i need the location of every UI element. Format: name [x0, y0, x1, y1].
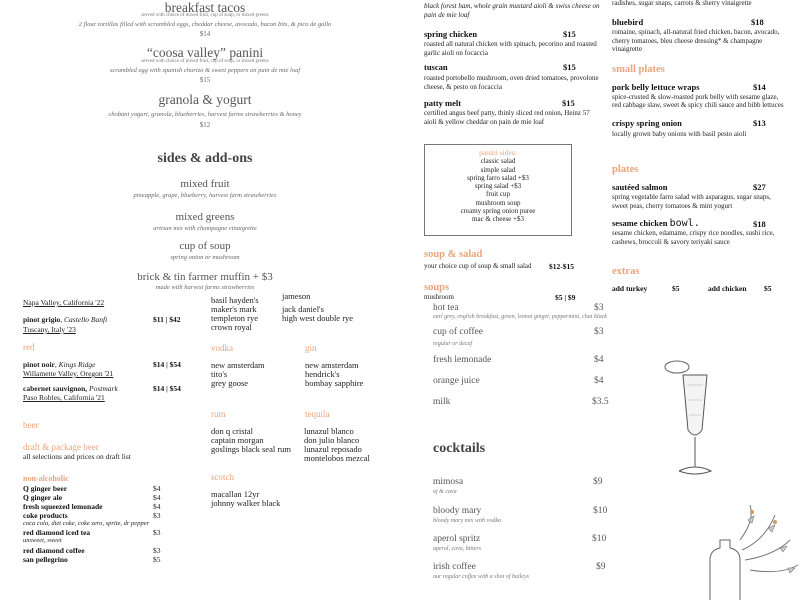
item-name: breakfast tacos: [164, 0, 246, 15]
spirit-item: new amsterdam: [211, 360, 265, 370]
item-price: $14: [753, 82, 766, 92]
item-desc: spice-crusted & slow-roasted pork belly with sesame glaze,: [612, 93, 779, 101]
cocktail-name: mimosa: [433, 477, 464, 487]
item-price: $18: [751, 17, 764, 27]
drink-name: orange juice: [433, 376, 480, 386]
drink-desc: regular or decaf: [433, 341, 473, 347]
item-price: $5: [764, 284, 772, 293]
drink-price: $4: [153, 502, 161, 511]
item-price: $12: [199, 121, 211, 129]
item-desc: vinaigrette: [612, 45, 642, 53]
drink-price: $4: [153, 493, 161, 502]
wine-maker: Postmark: [89, 384, 118, 393]
side-name: mixed fruit: [180, 178, 230, 190]
cocktail-desc: aperol, cava, bitters: [433, 546, 482, 552]
item-desc: scrambled egg with spanish chorizo & sweet peppers on pain de mie loaf: [109, 67, 301, 74]
spirit-item: maker's mark: [211, 304, 257, 314]
section-title: plates: [612, 164, 639, 175]
section-title: non-alcoholic: [23, 474, 69, 483]
item-name: tuscan: [424, 62, 448, 72]
item-desc: roasted all natural chicken with spinach, pecorino and roasted: [424, 40, 597, 48]
item-desc: garlic aioli on focaccia: [424, 49, 488, 57]
drink-name: cup of coffee: [433, 327, 483, 337]
section-title: soup & salad: [424, 249, 483, 260]
cocktail-desc: our regular coffee with a shot of baileys: [433, 574, 529, 580]
drink-price: $3: [594, 327, 604, 337]
cocktail-price: $9: [593, 477, 603, 487]
item-price: $15: [199, 76, 211, 84]
drink-name: red diamond iced tea: [23, 528, 91, 537]
section-title: extras: [612, 266, 640, 277]
item-name: mushroom: [424, 293, 454, 301]
spirit-label: jameson: [282, 291, 311, 301]
drink-desc: earl grey, english breakfast, green, lemon ginger, peppermint, chai black: [433, 314, 607, 320]
side-desc: spring onion or mushroom: [170, 254, 240, 261]
spirit-item: basil hayden's: [211, 295, 259, 305]
item-note: served with choice of mixed fruit, cup of soup, or mixed greens: [141, 59, 269, 64]
wine-varietal: pinot noir: [23, 360, 55, 369]
side-desc: pineapple, grape, blueberry, harvest farm strawberries: [133, 192, 277, 199]
spirit-item: montelobos mezcal: [304, 453, 370, 463]
champagne-glass-illustration: [655, 355, 735, 480]
section-title: soups: [424, 282, 450, 293]
bowl-badge: bowl.: [669, 218, 700, 229]
spirit-item: lunazul blanco: [304, 426, 354, 436]
item-desc: romaine, spinach, all-natural fried chicken, bacon, avocado,: [612, 28, 780, 36]
cocktail-price: $10: [592, 534, 607, 544]
section-title: gin: [305, 343, 317, 353]
item-price: $14: [199, 30, 211, 38]
spirit-item: crown royal: [211, 322, 252, 332]
item-desc: locally grown baby onions with basil pesto aioli: [612, 130, 747, 138]
spirit-item: new amsterdam: [305, 360, 359, 370]
wine-price: $11 | $42: [153, 315, 181, 324]
side-option: mac & cheese +$3: [472, 215, 524, 224]
item-name: [612, 219, 700, 229]
side-desc: artisan mix with champagne vinaigrette: [153, 225, 257, 232]
panini-sides-box: [424, 144, 572, 236]
cocktail-name: bloody mary: [433, 506, 482, 516]
wine-varietal: pinot grigio: [23, 315, 61, 324]
wine-name: pinot grigio, Castello Banfi: [23, 315, 108, 324]
item-name: add chicken: [708, 284, 747, 293]
item-name: pork belly lettuce wraps: [612, 82, 700, 92]
cocktail-desc: bloody mary mix with vodka: [433, 518, 501, 524]
item-desc: black forest ham, whole grain mustard aioli & swiss cheese on: [424, 2, 600, 10]
drink-name: san pellegrino: [23, 555, 68, 564]
spirit-item: jack daniel's: [282, 304, 324, 314]
item-note: served with choice of mixed fruit, cup of soup, or mixed greens: [141, 13, 269, 18]
spirit-item: don julio blanco: [304, 435, 360, 445]
spirit-item: don q cristal: [211, 426, 254, 436]
item-price: $15: [563, 29, 576, 39]
drink-name: Q ginger ale: [23, 493, 63, 502]
item-name: bluebird: [612, 17, 644, 27]
item-desc: spring vegetable farro salad with asparagus, sugar snaps,: [612, 193, 771, 201]
section-title: cocktails: [433, 441, 486, 456]
side-name: brick & tin farmer muffin + $3: [137, 271, 273, 283]
spirit-item: lunazul reposado: [304, 444, 362, 454]
item-desc: sesame chicken, edamame, crispy rice noodles, sushi rice,: [612, 229, 775, 237]
item-desc: 2 flour tortillas filled with scrambled eggs, cheddar cheese, avocado, bacon bits, & pico de gallo: [78, 21, 332, 28]
item-name: crispy spring onion: [612, 118, 682, 128]
drink-name: coke products: [23, 511, 68, 520]
wine-price: $14 | $54: [153, 360, 181, 369]
section-title: rum: [211, 409, 226, 419]
side-option: spring farro salad +$3: [467, 173, 529, 182]
wine-name: pinot noir, Kings Ridge: [23, 360, 96, 369]
side-option: fruit cup: [486, 190, 510, 199]
item-name-text: sesame chicken: [612, 218, 668, 228]
spirit-item: templeton rye: [211, 313, 258, 323]
item-name: add turkey: [612, 284, 648, 293]
spirit-item: johnny walker black: [211, 498, 281, 508]
item-name: granola & yogurt: [158, 92, 252, 107]
section-title: beer: [23, 420, 39, 430]
drink-price: $5: [153, 555, 161, 564]
drink-price: $3: [153, 546, 161, 555]
item-name: “coosa valley” panini: [146, 45, 264, 60]
section-title: vodka: [211, 343, 233, 353]
cocktail-name: irish coffee: [433, 562, 476, 572]
wine-name: [23, 385, 118, 393]
item-desc: chobani yogurt, granola, blueberries, harvest farms strawberries & honey: [108, 111, 302, 118]
drink-price: $3.5: [592, 397, 609, 407]
item-desc: radishes, sugar snaps, carrots & sherry vinaigrette: [612, 0, 752, 7]
drink-name: Q ginger beer: [23, 484, 68, 493]
spirit-item: tito's: [211, 369, 228, 379]
item-name: patty melt: [424, 98, 462, 108]
item-desc: certified angus beef patty, thinly sliced red onion, Heinz 57: [424, 109, 590, 117]
item-desc: cheese, & pesto on focaccia: [424, 83, 502, 91]
drink-name: fresh squeezed lemonade: [23, 502, 103, 511]
cocktail-desc: oj & cava: [433, 489, 457, 495]
item-desc: cashews, broccoli & savory teriyaki sauce: [612, 238, 730, 246]
item-desc: sweet peas, cherry tomatoes & mint yogurt: [612, 202, 733, 210]
side-option: creamy spring onion puree: [460, 207, 536, 216]
drink-note: coca cola, diet coke, coke zero, sprite, dr pepper: [23, 520, 150, 527]
drink-name: red diamond coffee: [23, 546, 85, 555]
wine-price: $14 | $54: [153, 384, 181, 393]
spirit-item: macallan 12yr: [211, 489, 260, 499]
cocktail-name: aperol spritz: [433, 534, 481, 544]
wine-region: Tuscany, Italy '23: [23, 325, 76, 334]
item-name: sautéed salmon: [612, 182, 668, 192]
side-desc: made with harvest farms strawberries: [155, 284, 255, 291]
wine-varietal: cabernet sauvignon,: [23, 384, 88, 393]
wine-region: Paso Robles, California '21: [23, 393, 105, 402]
item-price: $15: [563, 62, 576, 72]
item-desc: roasted portobello mushroom, oven dried tomatoes, provolone: [424, 74, 599, 82]
drink-name: hot tea: [433, 303, 459, 313]
item-desc: red cabbage slaw, sweet & spicy chili sauce and bibb lettuces: [612, 101, 784, 109]
drink-price: $3: [594, 303, 604, 313]
drink-note: unsweet, sweet: [23, 537, 62, 544]
spirit-item: bombay sapphire: [305, 378, 364, 388]
item-price: $18: [753, 219, 766, 229]
item-desc: pain de mie loaf: [424, 11, 470, 19]
herb-bottle-illustration: [680, 500, 800, 600]
spirit-item: captain morgan: [211, 435, 264, 445]
item-price: $5 | $9: [555, 293, 576, 302]
side-name: mixed greens: [175, 211, 235, 223]
side-option: classic salad: [480, 157, 516, 166]
spirit-item: high west double rye: [282, 313, 354, 323]
item-price: $27: [753, 182, 766, 192]
box-title: panini sides:: [479, 148, 517, 157]
spirit-item: goslings black seal rum: [211, 444, 292, 454]
wine-region: Willamette Valley, Oregon '21: [23, 369, 114, 378]
spirit-item: [282, 291, 311, 301]
cocktail-price: $10: [593, 506, 608, 516]
drink-price: $4: [594, 355, 604, 365]
item-price: $12-$15: [549, 262, 574, 271]
section-title: small plates: [612, 64, 665, 75]
spirit-item: grey goose: [211, 378, 249, 388]
drink-price: $4: [594, 376, 604, 386]
item-price: $15: [562, 98, 575, 108]
section-title: scotch: [211, 472, 234, 482]
subsection-title: draft & package beer: [23, 442, 99, 452]
wine-maker: Kings Ridge: [58, 360, 96, 369]
drink-name: milk: [433, 397, 451, 407]
section-title: red: [23, 342, 35, 352]
side-option: mushroom soup: [475, 198, 521, 207]
cocktail-price: $9: [596, 562, 606, 572]
wine-maker: Castello Banfi: [64, 315, 108, 324]
drink-name: fresh lemonade: [433, 355, 492, 365]
spirit-item: hendrick's: [305, 369, 340, 379]
item-price: $5: [672, 284, 680, 293]
item-name: spring chicken: [424, 29, 478, 39]
wine-region: Napa Valley, California '22: [23, 298, 105, 307]
item-desc: your choice cup of soup & small salad: [424, 262, 532, 270]
item-desc: aioli & yellow cheddar on pain de mie loaf: [424, 118, 545, 126]
drink-price: $4: [153, 484, 161, 493]
side-option: spring salad +$3: [474, 182, 522, 191]
side-name: cup of soup: [179, 240, 231, 252]
item-price: $13: [753, 118, 766, 128]
section-title: sides & add-ons: [157, 151, 253, 166]
section-title: tequila: [305, 409, 330, 419]
drink-price: $3: [153, 528, 161, 537]
drink-price: $3: [153, 511, 161, 520]
beer-desc: all selections and prices on draft list: [23, 452, 131, 461]
item-desc: cherry tomatoes, bleu cheese dressing* & champagne: [612, 37, 763, 45]
side-option: simple salad: [480, 165, 516, 174]
